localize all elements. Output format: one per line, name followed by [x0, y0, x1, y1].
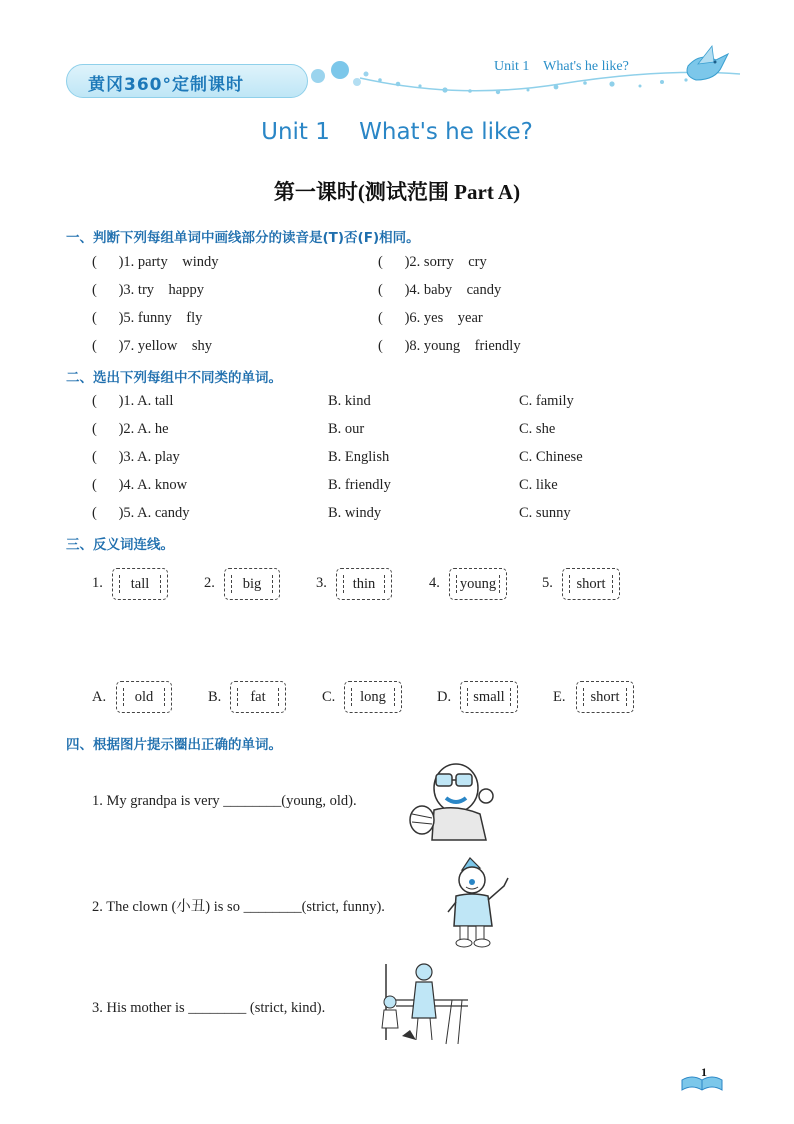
s2-item-2-b: B. our: [328, 421, 365, 437]
header-decoration: [0, 40, 794, 110]
s1-item-5: ( )5. funny fly: [92, 310, 203, 326]
s3-top-word-1[interactable]: tall: [112, 568, 168, 600]
grandpa-picture: [408, 758, 498, 842]
s3-top-word-4[interactable]: young: [449, 568, 507, 600]
brand-label: 黄冈360°定制课时: [88, 75, 244, 95]
s3-bottom-word-d[interactable]: small: [460, 681, 518, 713]
s2-item-4-c: C. like: [519, 477, 558, 493]
s2-item-3-c: C. Chinese: [519, 449, 583, 465]
s1-item-2: ( )2. sorry cry: [378, 254, 487, 270]
s1-item-3: ( )3. try happy: [92, 282, 204, 298]
s3-top-label-3: 3.: [316, 575, 327, 591]
clown-picture: [446, 856, 512, 950]
section-1-heading: 一、判断下列每组单词中画线部分的读音是(T)否(F)相同。: [66, 230, 420, 246]
s3-bottom-label-d: D.: [437, 689, 452, 705]
page-number: 1: [701, 1065, 707, 1079]
s3-bottom-word-a[interactable]: old: [116, 681, 172, 713]
s2-item-5-c: C. sunny: [519, 505, 571, 521]
s3-bottom-label-a: A.: [92, 689, 107, 705]
s3-top-word-5[interactable]: short: [562, 568, 620, 600]
s1-item-8: ( )8. young friendly: [378, 338, 521, 354]
s3-bottom-label-e: E.: [553, 689, 566, 705]
s4-item-2: 2. The clown (小丑) is so ________(strict, funny).: [92, 899, 385, 915]
s3-bottom-label-c: C.: [322, 689, 336, 705]
s2-item-3-a: ( )3. A. play: [92, 449, 180, 465]
s2-item-1-b: B. kind: [328, 393, 371, 409]
section-3-heading: 三、反义词连线。: [66, 537, 174, 553]
s3-top-label-4: 4.: [429, 575, 440, 591]
section-2-heading: 二、选出下列每组中不同类的单词。: [66, 370, 282, 386]
header-unit-label: Unit 1 What's he like?: [494, 59, 629, 74]
s3-top-label-5: 5.: [542, 575, 553, 591]
s3-top-word-2[interactable]: big: [224, 568, 280, 600]
s3-top-label-2: 2.: [204, 575, 215, 591]
s2-item-4-a: ( )4. A. know: [92, 477, 188, 493]
s2-item-3-b: B. English: [328, 449, 390, 465]
s2-item-1-a: ( )1. A. tall: [92, 393, 174, 409]
s3-bottom-word-c[interactable]: long: [344, 681, 402, 713]
s2-item-4-b: B. friendly: [328, 477, 391, 493]
s3-bottom-label-b: B.: [208, 689, 222, 705]
s2-item-1-c: C. family: [519, 393, 574, 409]
s2-item-5-a: ( )5. A. candy: [92, 505, 190, 521]
s1-item-4: ( )4. baby candy: [378, 282, 502, 298]
s1-item-7: ( )7. yellow shy: [92, 338, 213, 354]
s4-item-1: 1. My grandpa is very ________(young, old).: [92, 793, 357, 809]
s1-item-6: ( )6. yes year: [378, 310, 483, 326]
lesson-title: 第一课时(测试范围 Part A): [273, 180, 521, 204]
s3-bottom-word-b[interactable]: fat: [230, 681, 286, 713]
mother-picture: [376, 960, 470, 1056]
s3-top-word-3[interactable]: thin: [336, 568, 392, 600]
s2-item-2-c: C. she: [519, 421, 556, 437]
unit-title: Unit 1 What's he like?: [261, 119, 533, 145]
s4-item-3: 3. His mother is ________ (strict, kind).: [92, 1000, 326, 1016]
s1-item-1: ( )1. party windy: [92, 254, 219, 270]
s3-top-label-1: 1.: [92, 575, 103, 591]
s3-bottom-word-e[interactable]: short: [576, 681, 634, 713]
section-4-heading: 四、根据图片提示圈出正确的单词。: [66, 737, 282, 753]
bird-icon: [687, 46, 728, 80]
s2-item-5-b: B. windy: [328, 505, 382, 521]
s2-item-2-a: ( )2. A. he: [92, 421, 169, 437]
